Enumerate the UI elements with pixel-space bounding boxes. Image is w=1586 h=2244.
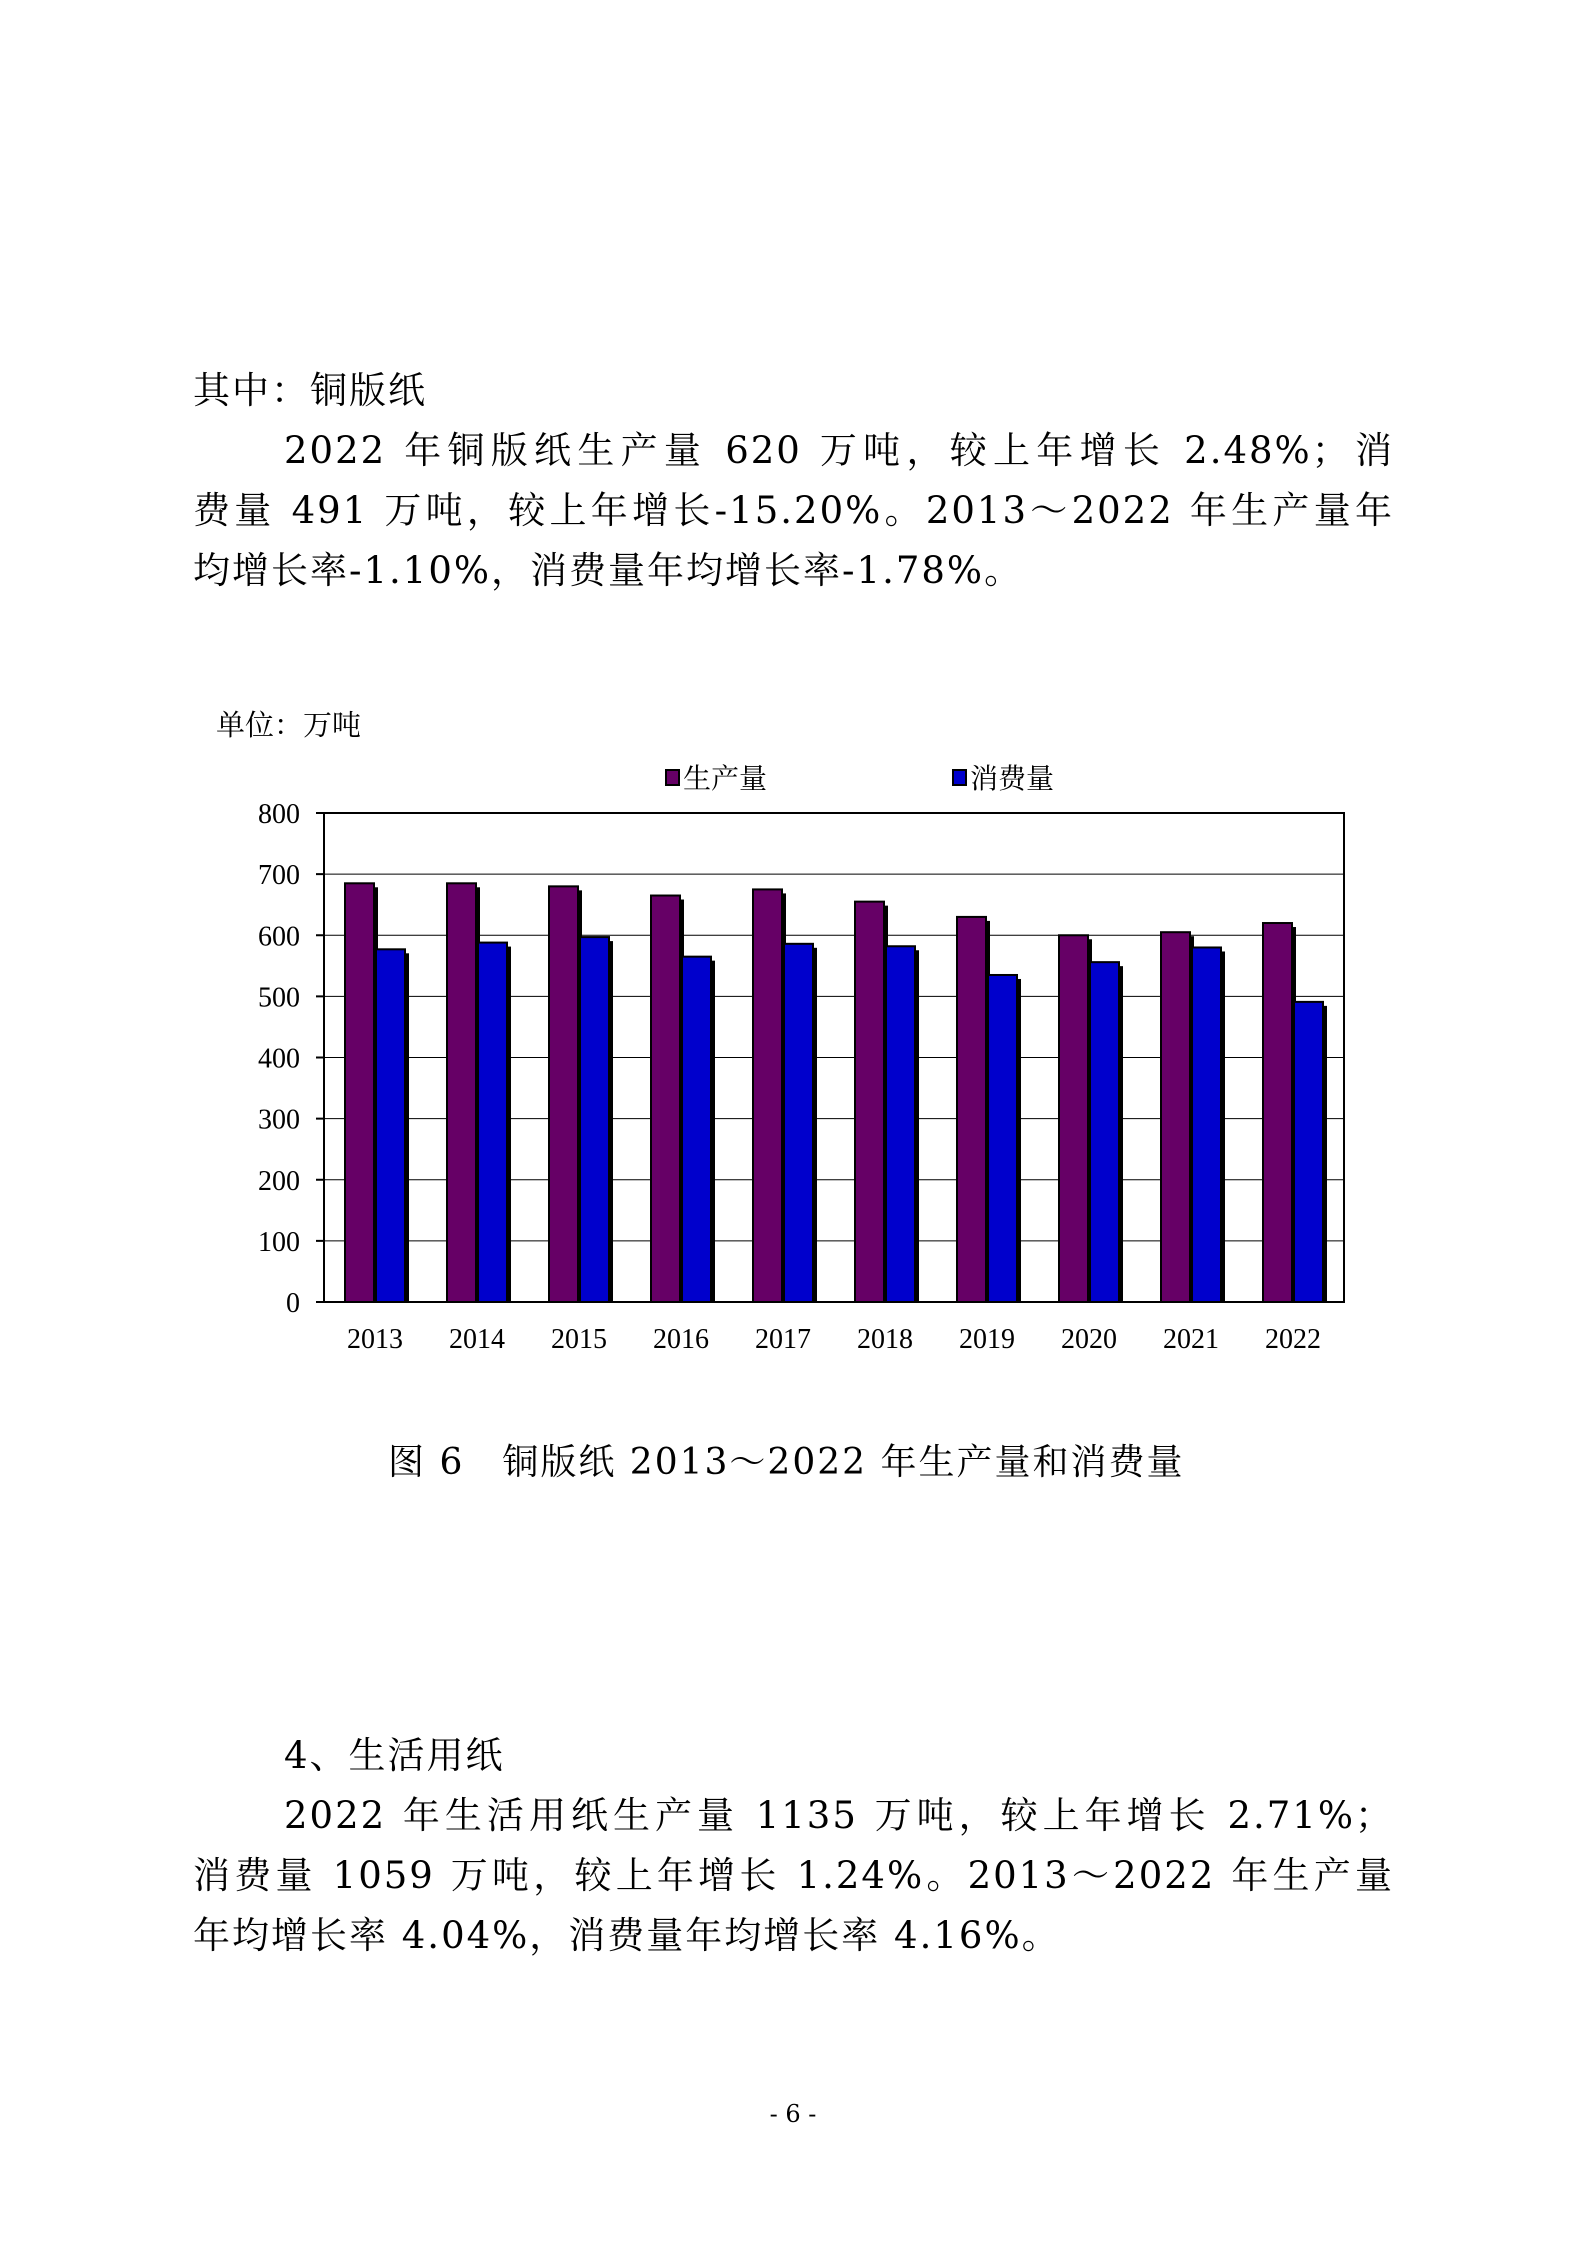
- y-tick-label: 200: [258, 1165, 300, 1197]
- bar-consumption-2014: [478, 943, 507, 1302]
- bar-production-2014: [447, 883, 476, 1302]
- y-tick-label: 700: [258, 860, 300, 892]
- y-tick-label: 600: [258, 921, 300, 953]
- x-tick-label: 2014: [449, 1324, 505, 1355]
- legend-swatch: [666, 770, 679, 785]
- x-tick-label: 2019: [959, 1324, 1015, 1355]
- x-tick-label: 2022: [1265, 1324, 1321, 1355]
- bar-consumption-2018: [886, 946, 915, 1302]
- page-number: - 6 -: [769, 2100, 817, 2128]
- chart-bars: [345, 883, 1327, 1302]
- bar-production-2015: [549, 886, 578, 1302]
- y-tick-label: 400: [258, 1043, 300, 1075]
- bar-production-2019: [957, 917, 986, 1302]
- bar-consumption-2015: [580, 937, 609, 1302]
- y-tick-label: 500: [258, 982, 300, 1014]
- legend-label: 消费量: [970, 762, 1055, 795]
- bar-consumption-2022: [1294, 1002, 1323, 1302]
- x-tick-label: 2017: [755, 1324, 811, 1355]
- x-tick-label: 2013: [347, 1324, 403, 1355]
- x-axis-ticks: [347, 1324, 1321, 1355]
- figure-caption: 图 6 铜版纸 2013～2022 年生产量和消费量: [388, 1442, 1185, 1483]
- chart-unit-label: 单位：万吨: [216, 708, 362, 742]
- x-tick-label: 2018: [857, 1324, 913, 1355]
- paragraph-line: 年均增长率 4.04%，消费量年均增长率 4.16%。: [193, 1914, 1061, 1957]
- bar-production-2018: [855, 902, 884, 1302]
- y-tick-label: 0: [286, 1288, 300, 1319]
- y-tick-label: 300: [258, 1104, 300, 1136]
- bar-consumption-2019: [988, 975, 1017, 1302]
- bar-consumption-2020: [1090, 962, 1119, 1302]
- bar-production-2017: [753, 889, 782, 1302]
- bar-production-2021: [1161, 932, 1190, 1302]
- section-heading-coated-paper: 其中：铜版纸: [193, 369, 427, 412]
- legend-label: 生产量: [683, 762, 768, 795]
- chart-legend: [666, 762, 1054, 795]
- paragraph-line: 费量 491 万吨，较上年增长-15.20%。2013～2022 年生产量年: [193, 489, 1394, 532]
- legend-swatch: [953, 770, 966, 785]
- paragraph-line: 消费量 1059 万吨，较上年增长 1.24%。2013～2022 年生产量: [193, 1854, 1394, 1897]
- paragraph-line: 2022 年铜版纸生产量 620 万吨，较上年增长 2.48%；消: [284, 429, 1394, 472]
- x-tick-label: 2016: [653, 1324, 709, 1355]
- paragraph-line: 2022 年生活用纸生产量 1135 万吨，较上年增长 2.71%；: [284, 1794, 1394, 1837]
- bar-production-2013: [345, 883, 374, 1302]
- bar-production-2016: [651, 896, 680, 1302]
- y-tick-label: 100: [258, 1226, 300, 1258]
- x-tick-label: 2015: [551, 1324, 607, 1355]
- x-tick-label: 2021: [1163, 1324, 1219, 1355]
- bar-production-2022: [1263, 923, 1292, 1302]
- paragraph-line: 均增长率-1.10%，消费量年均增长率-1.78%。: [193, 549, 1024, 592]
- bar-consumption-2013: [376, 949, 405, 1302]
- section-heading-tissue-paper: 4、生活用纸: [284, 1734, 505, 1777]
- y-tick-label: 800: [258, 799, 300, 830]
- x-tick-label: 2020: [1061, 1324, 1117, 1355]
- bar-consumption-2017: [784, 944, 813, 1302]
- y-axis-ticks: [258, 799, 324, 1319]
- bar-production-2020: [1059, 935, 1088, 1302]
- bar-consumption-2016: [682, 957, 711, 1302]
- bar-consumption-2021: [1192, 947, 1221, 1302]
